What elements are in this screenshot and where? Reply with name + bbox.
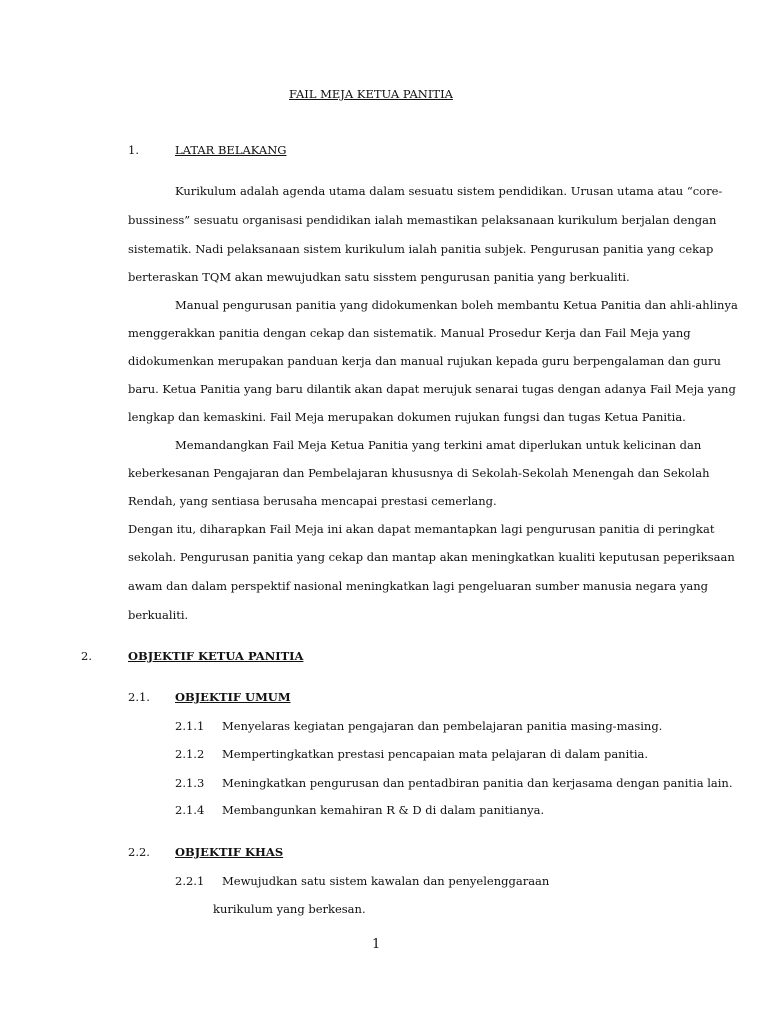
paragraph-2-line: didokumenkan merupakan panduan kerja dan manual rujukan kepada guru berpengalaman dan guru [128,354,721,368]
paragraph-3-line: Memandangkan Fail Meja Ketua Panitia yang terkini amat diperlukan untuk kelicinan dan [175,438,702,452]
subsection-2-1-number: 2.1. [128,690,150,704]
paragraph-1-line: bussiness” sesuatu organisasi pendidikan ialah memastikan pelaksanaan kurikulum berjalan dengan [128,213,717,227]
list-item-text: Meningkatkan pengurusan dan pentadbiran panitia dan kerjasama dengan panitia lain. [222,776,733,790]
paragraph-3-line: keberkesanan Pengajaran dan Pembelajaran khususnya di Sekolah-Sekolah Menengah dan Sekolah [128,466,710,480]
list-item-text: Mewujudkan satu sistem kawalan dan penyelenggaraan [222,874,550,888]
subsection-2-2-heading: OBJEKTIF KHAS [175,845,284,859]
paragraph-1-line: Kurikulum adalah agenda utama dalam sesuatu sistem pendidikan. Urusan utama atau “core- [175,184,723,198]
page-number: 1 [372,937,381,952]
list-item-text: Menyelaras kegiatan pengajaran dan pembelajaran panitia masing-masing. [222,719,663,733]
paragraph-2-line: baru. Ketua Panitia yang baru dilantik akan dapat merujuk senarai tugas dengan adanya Fail Meja yang [128,382,736,396]
list-item-text: Mempertingkatkan prestasi pencapaian mata pelajaran di dalam panitia. [222,747,649,761]
subsection-2-1-heading: OBJEKTIF UMUM [175,690,291,704]
list-item-number: 2.1.4 [175,803,205,817]
paragraph-4-line: berkualiti. [128,608,189,622]
paragraph-4-line: awam dan dalam perspektif nasional meningkatkan lagi pengeluaran sumber manusia negara yang [128,579,708,593]
section-2-number: 2. [81,649,92,663]
list-item-number: 2.2.1 [175,874,205,888]
subsection-2-2-number: 2.2. [128,845,150,859]
list-item-number: 2.1.2 [175,747,205,761]
paragraph-2-line: menggerakkan panitia dengan cekap dan sistematik. Manual Prosedur Kerja dan Fail Meja yang [128,326,691,340]
paragraph-2-line: lengkap dan kemaskini. Fail Meja merupakan dokumen rujukan fungsi dan tugas Ketua Panitia. [128,410,686,424]
list-item-text: Membangunkan kemahiran R & D di dalam panitianya. [222,803,545,817]
paragraph-1-line: sistematik. Nadi pelaksanaan sistem kurikulum ialah panitia subjek. Pengurusan panitia yang cekap [128,242,714,256]
paragraph-3-line: Rendah, yang sentiasa berusaha mencapai prestasi cemerlang. [128,494,497,508]
section-2-heading: OBJEKTIF KETUA PANITIA [128,649,304,663]
paragraph-1-line: berteraskan TQM akan mewujudkan satu sisstem pengurusan panitia yang berkualiti. [128,270,630,284]
document-title: FAIL MEJA KETUA PANITIA [289,87,453,101]
section-1-number: 1. [128,143,139,157]
section-1-heading: LATAR BELAKANG [175,143,287,157]
paragraph-4-line: sekolah. Pengurusan panitia yang cekap dan mantap akan meningkatkan kualiti keputusan peperiksaan [128,550,735,564]
paragraph-4-line: Dengan itu, diharapkan Fail Meja ini akan dapat memantapkan lagi pengurusan panitia di peringkat [128,522,715,536]
list-item-number: 2.1.1 [175,719,205,733]
list-item-continuation: kurikulum yang berkesan. [213,902,366,916]
list-item-number: 2.1.3 [175,776,205,790]
paragraph-2-line: Manual pengurusan panitia yang didokumenkan boleh membantu Ketua Panitia dan ahli-ahlinya [175,298,738,312]
